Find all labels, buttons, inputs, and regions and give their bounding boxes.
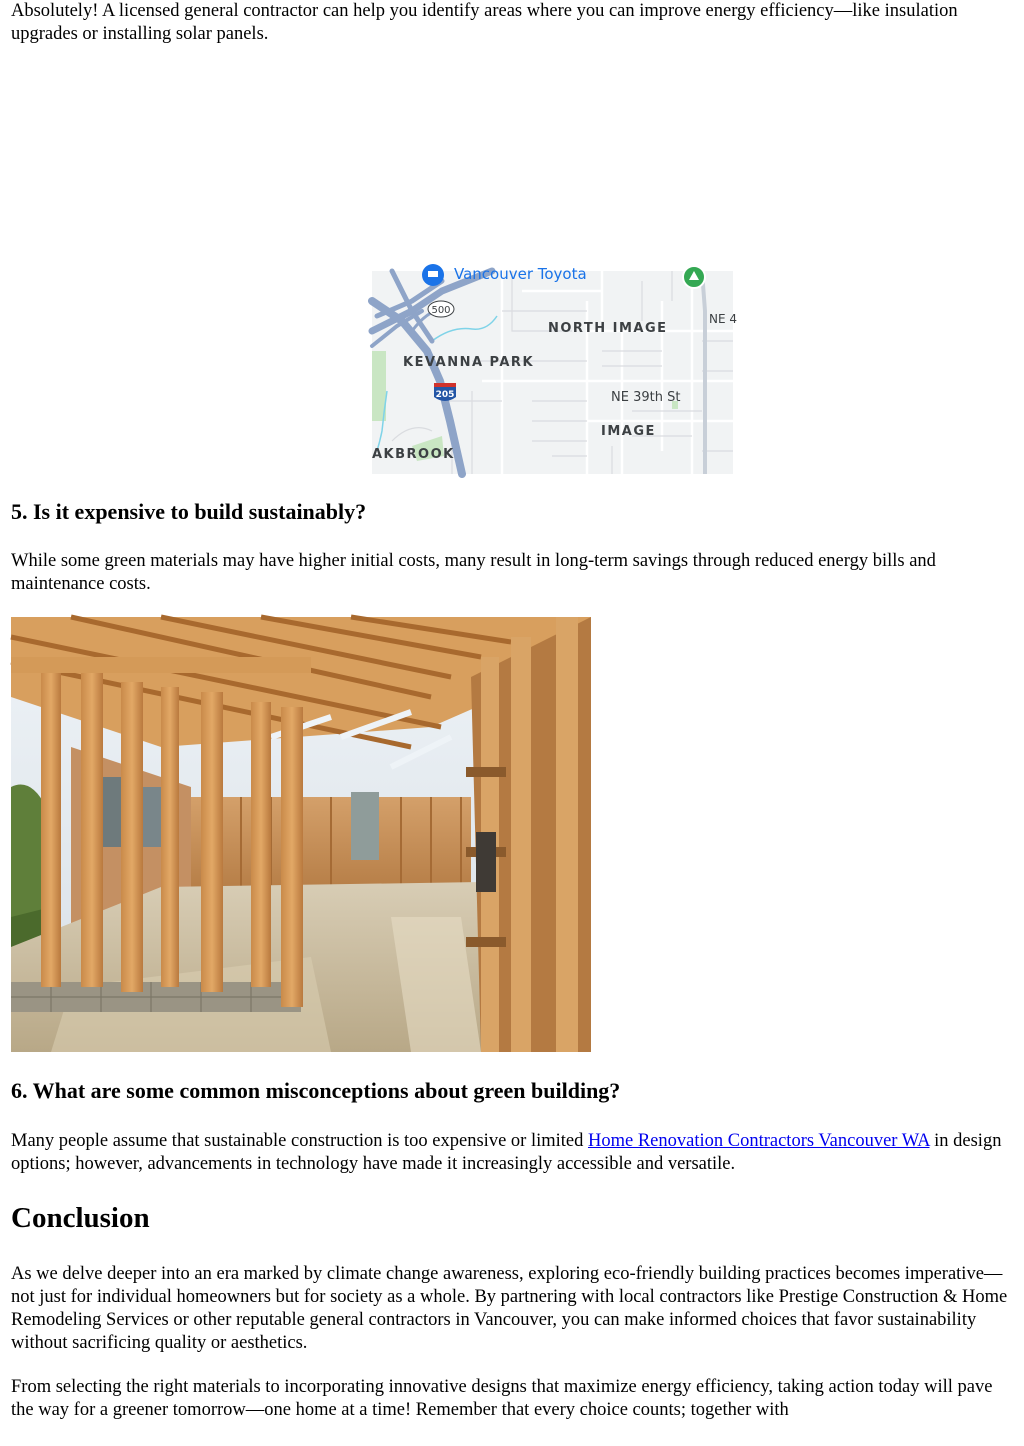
conclusion-paragraph-1: As we delve deeper into an era marked by climate change awareness, exploring eco-friendly building practices becomes imperative—not just for individual homeowners but for society as a whole. By partnering with local contractors like Prestige Construction & Home Remodeling Services or other reputable general contractors in Vancouver, you can make informed choices that favor sustainability without sacrificing quality or aesthetics. — [11, 1264, 1008, 1353]
question-6-answer — [11, 1130, 1015, 1176]
map-label-image: IMAGE — [601, 424, 656, 439]
map-label-kevanna-park: KEVANNA PARK — [403, 355, 535, 370]
map-canvas — [372, 265, 738, 474]
question-5-heading: 5. Is it expensive to build sustainably? — [11, 499, 367, 524]
location-map[interactable] — [372, 265, 738, 474]
map-label-north-image: NORTH IMAGE — [548, 321, 668, 336]
question-5-answer: While some green materials may have higher initial costs, many result in long-term savings through reduced energy bills and maintenance costs. — [11, 551, 936, 594]
park-pin-icon[interactable] — [683, 266, 705, 288]
car-dealer-pin-icon[interactable] — [422, 264, 444, 286]
map-label-akbrook: AKBROOK — [372, 447, 455, 462]
answer-text-before: Many people assume that sustainable construction is too expensive or limited — [11, 1131, 588, 1151]
conclusion-paragraph-2: From selecting the right materials to incorporating innovative designs that maximize energy efficiency, taking action today will pave the way for a greener tomorrow—one home at a time! Remember that every choice counts; together with — [11, 1377, 993, 1420]
map-label-ne: NE 4 — [709, 312, 738, 326]
hwy-500-label: 500 — [431, 305, 451, 316]
hwy-500-shield — [428, 301, 454, 317]
map-label-street: NE 39th St — [611, 390, 681, 405]
wood-frame-construction-photo — [11, 617, 591, 1052]
home-renovation-contractors-link[interactable]: Home Renovation Contractors Vancouver WA — [587, 1131, 930, 1151]
hwy-205-shield — [434, 383, 456, 401]
intro-paragraph: Absolutely! A licensed general contractor can help you identify areas where you can improve energy efficiency—like insulation upgrades or installing solar panels. — [11, 1, 958, 44]
hwy-205-label: 205 — [435, 390, 455, 400]
question-6-heading: 6. What are some common misconceptions about green building? — [11, 1078, 621, 1103]
conclusion-heading: Conclusion — [11, 1202, 150, 1234]
map-label-dealer: Vancouver Toyota — [454, 265, 587, 283]
answer-text-after: in design options; however, advancements in technology have made it increasingly accessible and versatile. — [11, 1131, 1002, 1174]
